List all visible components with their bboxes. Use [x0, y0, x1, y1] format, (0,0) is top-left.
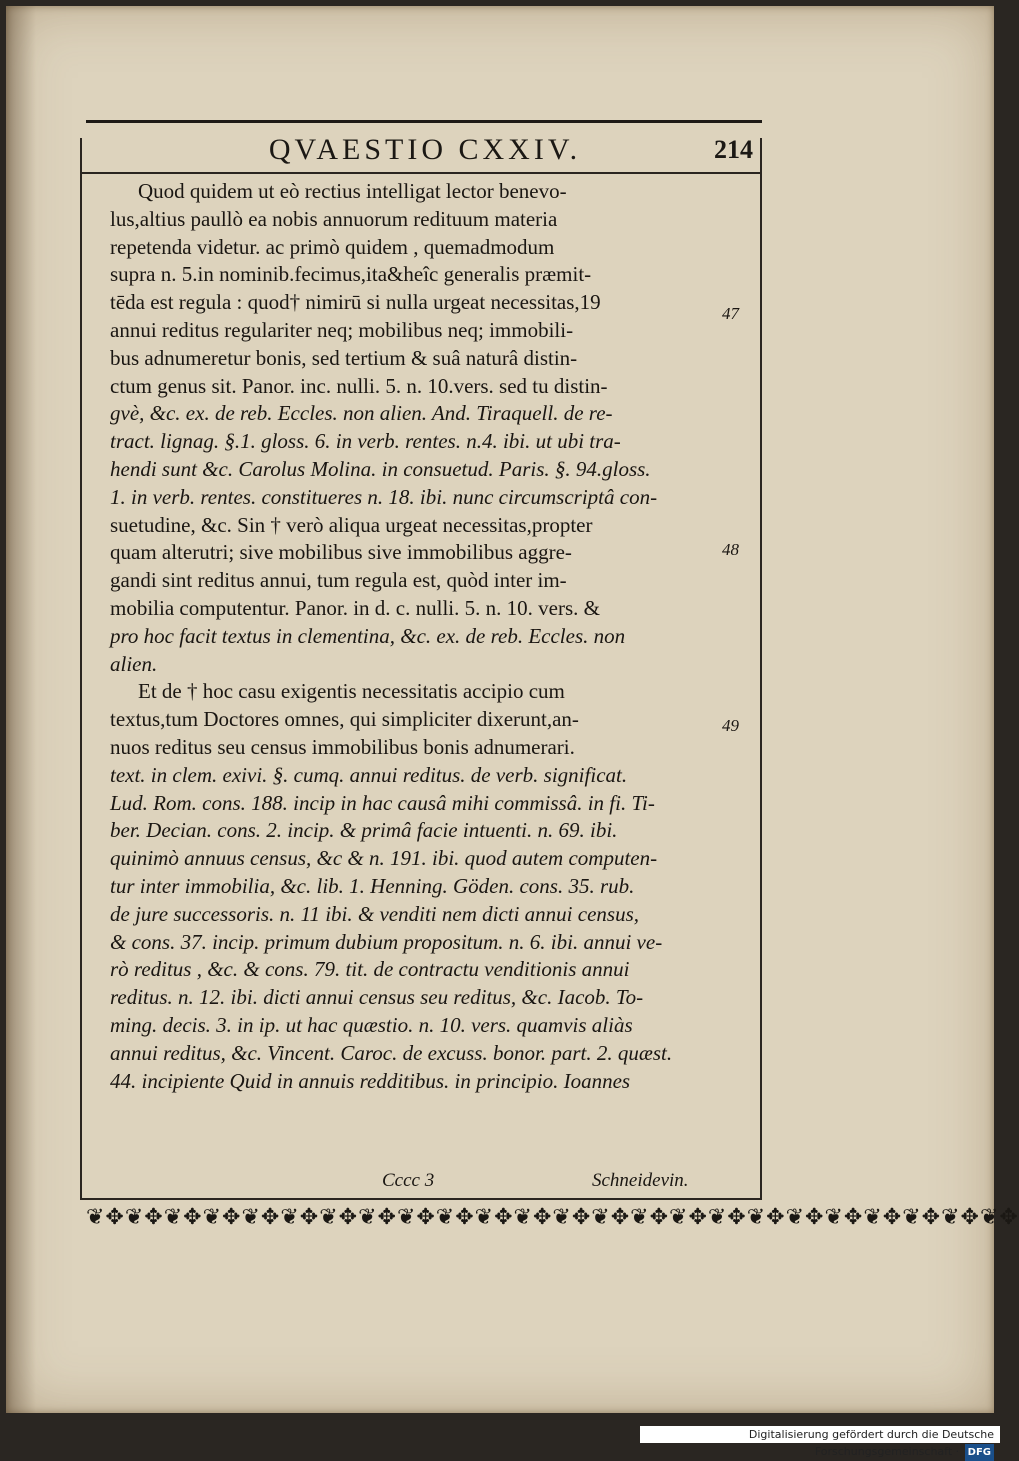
frame-bottom-rule: [80, 1198, 762, 1200]
top-rule: [86, 120, 762, 123]
text-line: tēda est regula : quod† nimirū si nulla urgeat necessitas,19: [110, 290, 601, 315]
header-underline: [80, 172, 762, 174]
text-line: repetenda videtur. ac primò quidem , quemadmodum: [110, 234, 555, 259]
text-line: hendi sunt &c. Carolus Molina. in consuetud. Paris. §. 94.gloss.: [110, 456, 651, 481]
text-line: ber. Decian. cons. 2. incip. & primâ facie intuenti. n. 69. ibi.: [110, 818, 618, 843]
text-line: textus,tum Doctores omnes, qui simpliciter dixerunt,an-: [110, 707, 579, 732]
text-line: Lud. Rom. cons. 188. incip in hac causâ mihi commissâ. in fi. Ti-: [110, 790, 655, 815]
digitization-footer: [640, 1426, 1000, 1458]
text-line: 1. in verb. rentes. constitueres n. 18. ibi. nunc circumscriptâ con-: [110, 484, 658, 509]
gutter-shadow: [6, 6, 36, 1413]
text-line: annui reditus regulariter neq; mobilibus neq; immobili-: [110, 317, 574, 342]
text-line: gandi sint reditus annui, tum regula est, quòd inter im-: [110, 568, 567, 593]
text-line: 44. incipiente Quid in annuis redditibus. in principio. Ioannes: [110, 1068, 631, 1093]
text-line: gvè, &c. ex. de reb. Eccles. non alien. And. Tiraquell. de re-: [110, 401, 613, 426]
text-line: tract. lignag. §.1. gloss. 6. in verb. rentes. n.4. ibi. ut ubi tra-: [110, 429, 621, 454]
catchword: Schneidevin.: [592, 1170, 689, 1191]
text-line: bus adnumeretur bonis, sed tertium & suâ naturâ distin-: [110, 345, 578, 370]
text-line: ming. decis. 3. in ip. ut hac quæstio. n. 10. vers. quamvis aliàs: [110, 1012, 633, 1037]
text-line: pro hoc facit textus in clementina, &c. ex. de reb. Eccles. non: [110, 623, 626, 648]
frame-left-rule: [80, 138, 82, 1200]
text-line: Quod quidem ut eò rectius intelligat lector benevo-: [138, 179, 567, 203]
text-line: nuos reditus seu census immobilibus bonis adnumerari.: [110, 734, 575, 759]
ornamental-border: ❦✥❦✥❦✥❦✥❦✥❦✥❦✥❦✥❦✥❦✥❦✥❦✥❦✥❦✥❦✥❦✥❦✥❦✥❦✥❦✥❦✥❦✥❦✥❦✥: [86, 1204, 1019, 1229]
running-head: QVAESTIO CXXIV.: [268, 133, 582, 166]
text-line: text. in clem. exivi. §. cumq. annui reditus. de verb. significat.: [110, 762, 628, 787]
margin-note: 48: [722, 540, 739, 559]
text-line: & cons. 37. incip. primum dubium propositum. n. 6. ibi. annui ve-: [110, 929, 663, 954]
dfg-logo-icon: DFG: [965, 1444, 994, 1461]
text-line: tur inter immobilia, &c. lib. 1. Henning. Göden. cons. 35. rub.: [110, 873, 635, 898]
text-line: rò reditus , &c. & cons. 79. tit. de contractu venditionis annui: [110, 957, 630, 982]
footer-text: Digitalisierung gefördert durch die Deutsche Forschungsgemeinschaft ·: [748, 1428, 994, 1458]
text-line: suetudine, &c. Sin † verò aliqua urgeat necessitas,propter: [110, 512, 593, 537]
text-line: lus,altius paullò ea nobis annuorum redituum materia: [110, 206, 558, 231]
body-text: [110, 178, 750, 1095]
text-line: quinimò annuus census, &c & n. 191. ibi. quod autem computen-: [110, 846, 658, 871]
text-line: ctum genus sit. Panor. inc. nulli. 5. n. 10.vers. sed tu distin-: [110, 373, 608, 398]
frame-right-rule: [760, 138, 762, 1200]
signature-mark: Cccc 3: [382, 1170, 435, 1191]
text-line: annui reditus, &c. Vincent. Caroc. de excuss. bonor. part. 2. quæst.: [110, 1040, 673, 1065]
text-line: mobilia computentur. Panor. in d. c. nulli. 5. n. 10. vers. &: [110, 595, 600, 620]
text-line: reditus. n. 12. ibi. dicti annui census seu reditus, &c. Iacob. To-: [110, 985, 644, 1010]
margin-note: 49: [722, 716, 739, 735]
page-number: 214: [714, 135, 753, 164]
text-line: de jure successoris. n. 11 ibi. & venditi nem dicti annui census,: [110, 901, 639, 926]
margin-note: 47: [722, 304, 739, 323]
text-line: alien.: [110, 651, 158, 676]
text-line: supra n. 5.in nominib.fecimus,ita&heîc generalis præmit-: [110, 262, 592, 287]
text-line: quam alterutri; sive mobilibus sive immobilibus aggre-: [110, 540, 572, 565]
text-line: Et de † hoc casu exigentis necessitatis accipio cum: [138, 679, 565, 704]
